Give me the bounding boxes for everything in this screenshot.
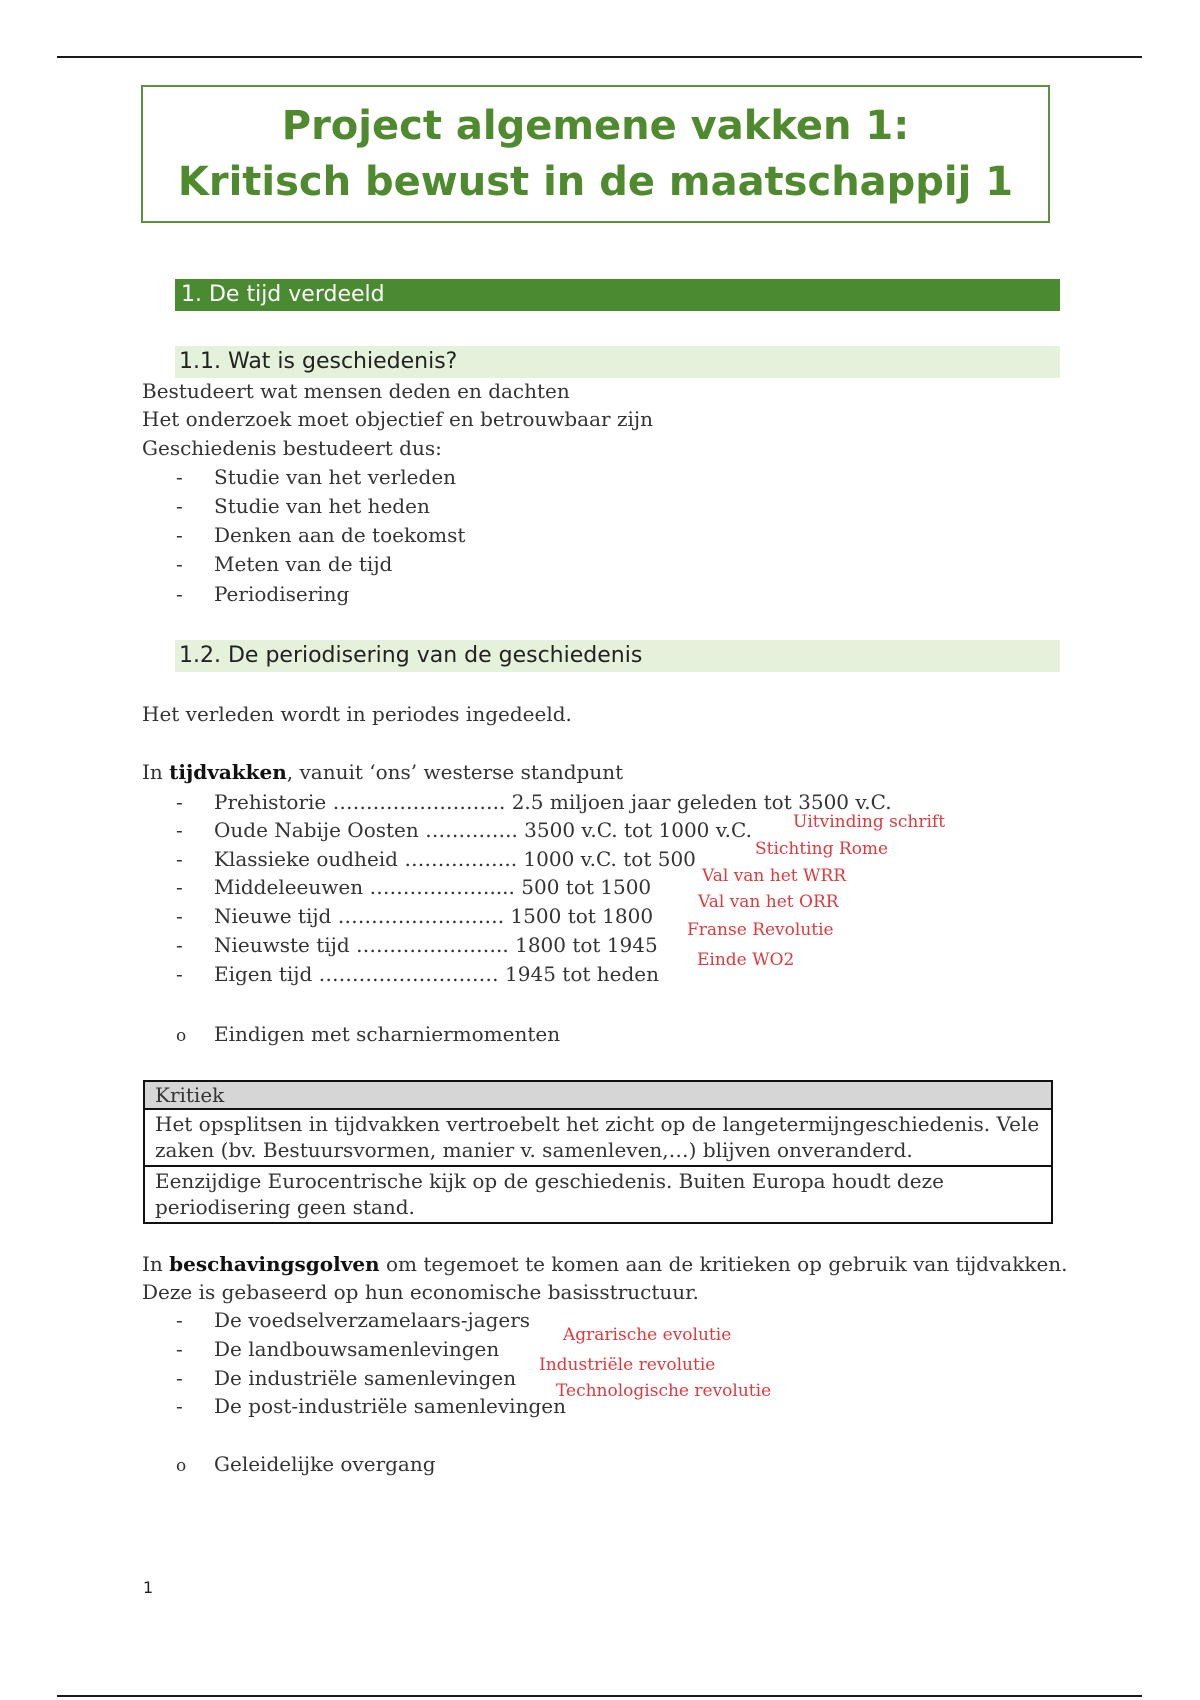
table-row: [144, 1109, 1052, 1166]
period-text: Eigen tijd ……………………… 1945 tot heden: [214, 962, 659, 986]
dash-bullet-icon: -: [176, 847, 183, 871]
paragraph-line: Het onderzoek moet objectief en betrouwbaar zijn: [142, 407, 653, 431]
sub-bullet-text: Eindigen met scharniermomenten: [214, 1022, 561, 1046]
society-text: De post-industriële samenlevingen: [214, 1394, 566, 1418]
circle-bullet-icon: o: [176, 1456, 187, 1476]
critique-table: [143, 1080, 1053, 1224]
list-item: [176, 580, 349, 608]
sub-bullet-text: Geleidelijke overgang: [214, 1452, 436, 1476]
period-item: [176, 931, 658, 959]
list-item: [176, 463, 456, 491]
dash-bullet-icon: -: [176, 904, 183, 928]
period-item: [176, 816, 752, 844]
section-heading-1: 1. De tijd verdeeld: [175, 279, 1060, 311]
bold-term: beschavingsgolven: [169, 1252, 380, 1276]
dash-bullet-icon: -: [176, 494, 183, 518]
dash-bullet-icon: -: [176, 1337, 183, 1361]
paragraph-line: Geschiedenis bestudeert dus:: [142, 436, 442, 460]
period-item: [176, 873, 651, 901]
period-text: Nieuwe tijd ……………………. 1500 tot 1800: [214, 904, 654, 928]
society-item: [176, 1335, 499, 1363]
text-fragment: om tegemoet te komen aan de kritieken op gebruik van tijdvakken.: [379, 1252, 1068, 1276]
dash-bullet-icon: -: [176, 1394, 183, 1418]
list-item: [176, 550, 392, 578]
text-fragment: In: [142, 1252, 170, 1276]
bold-term: tijdvakken: [169, 760, 287, 784]
handwritten-annotation: Val van het WRR: [702, 866, 847, 886]
handwritten-annotation: Uitvinding schrift: [793, 812, 946, 832]
circle-bullet-icon: o: [176, 1026, 187, 1046]
text-fragment: , vanuit ‘ons’ westerse standpunt: [286, 760, 624, 784]
period-text: Nieuwste tijd ………………….. 1800 tot 1945: [214, 933, 658, 957]
top-rule: [57, 56, 1142, 58]
list-item: [176, 521, 465, 549]
society-item: [176, 1392, 566, 1420]
tijdvakken-intro: [142, 758, 623, 786]
period-text: Klassieke oudheid …………….. 1000 v.C. tot 500: [214, 847, 696, 871]
dash-bullet-icon: -: [176, 1308, 183, 1332]
society-text: De landbouwsamenlevingen: [214, 1337, 500, 1361]
handwritten-annotation: Val van het ORR: [698, 892, 839, 912]
period-text: Prehistorie …………………….. 2.5 miljoen jaar geleden tot 3500 v.C.: [214, 790, 892, 814]
golven-line-2: Deze is gebaseerd op hun economische basisstructuur.: [142, 1280, 699, 1304]
table-row: [144, 1166, 1052, 1223]
handwritten-annotation: Agrarische evolutie: [563, 1325, 732, 1345]
period-item: [176, 788, 892, 816]
handwritten-annotation: Stichting Rome: [755, 839, 889, 859]
list-item-text: Studie van het heden: [214, 494, 430, 518]
list-item-text: Studie van het verleden: [214, 465, 457, 489]
handwritten-annotation: Industriële revolutie: [539, 1355, 716, 1375]
list-item-text: Denken aan de toekomst: [214, 523, 466, 547]
paragraph-intro: Het verleden wordt in periodes ingedeeld.: [142, 702, 572, 726]
list-item-text: Periodisering: [214, 582, 350, 606]
dash-bullet-icon: -: [176, 552, 183, 576]
period-item: [176, 845, 696, 873]
handwritten-annotation: Technologische revolutie: [556, 1381, 772, 1401]
dash-bullet-icon: -: [176, 523, 183, 547]
dash-bullet-icon: -: [176, 875, 183, 899]
table-cell: Eenzijdige Eurocentrische kijk op de geschiedenis. Buiten Europa houdt deze periodisering geen stand.: [144, 1166, 1052, 1223]
title-box: [141, 85, 1050, 223]
society-text: De voedselverzamelaars-jagers: [214, 1308, 531, 1332]
page-number: 1: [143, 1578, 154, 1597]
table-header-cell: Kritiek: [144, 1081, 1052, 1109]
list-item: [176, 492, 430, 520]
handwritten-annotation: Einde WO2: [697, 950, 795, 970]
table-cell: Het opsplitsen in tijdvakken vertroebelt het zicht op de langetermijngeschiedenis. Vele zaken (bv. Bestuursvormen, manier v. samenleven,…) blijven onveranderd.: [144, 1109, 1052, 1166]
dash-bullet-icon: -: [176, 962, 183, 986]
section-heading-1-1: 1.1. Wat is geschiedenis?: [175, 346, 1060, 378]
sub-bullet: [176, 1020, 560, 1050]
dash-bullet-icon: -: [176, 818, 183, 842]
title-line-1: Project algemene vakken 1:: [281, 103, 910, 149]
sub-bullet: [176, 1450, 436, 1480]
society-text: De industriële samenlevingen: [214, 1366, 517, 1390]
table-header-row: [144, 1081, 1052, 1109]
golven-intro: [142, 1250, 1068, 1278]
period-item: [176, 902, 653, 930]
society-item: [176, 1306, 530, 1334]
list-item-text: Meten van de tijd: [214, 552, 393, 576]
period-text: Middeleeuwen ……………….... 500 tot 1500: [214, 875, 652, 899]
title-line-2: Kritisch bewust in de maatschappij 1: [177, 159, 1014, 205]
society-item: [176, 1364, 516, 1392]
text-fragment: In: [142, 760, 170, 784]
section-heading-1-2: 1.2. De periodisering van de geschiedenis: [175, 640, 1060, 672]
dash-bullet-icon: -: [176, 582, 183, 606]
period-text: Oude Nabije Oosten ………….. 3500 v.C. tot 1000 v.C.: [214, 818, 752, 842]
dash-bullet-icon: -: [176, 933, 183, 957]
paragraph-line: Bestudeert wat mensen deden en dachten: [142, 379, 570, 403]
bottom-rule: [57, 1695, 1142, 1697]
period-item: [176, 960, 659, 988]
dash-bullet-icon: -: [176, 790, 183, 814]
dash-bullet-icon: -: [176, 1366, 183, 1390]
handwritten-annotation: Franse Revolutie: [687, 920, 834, 940]
dash-bullet-icon: -: [176, 465, 183, 489]
